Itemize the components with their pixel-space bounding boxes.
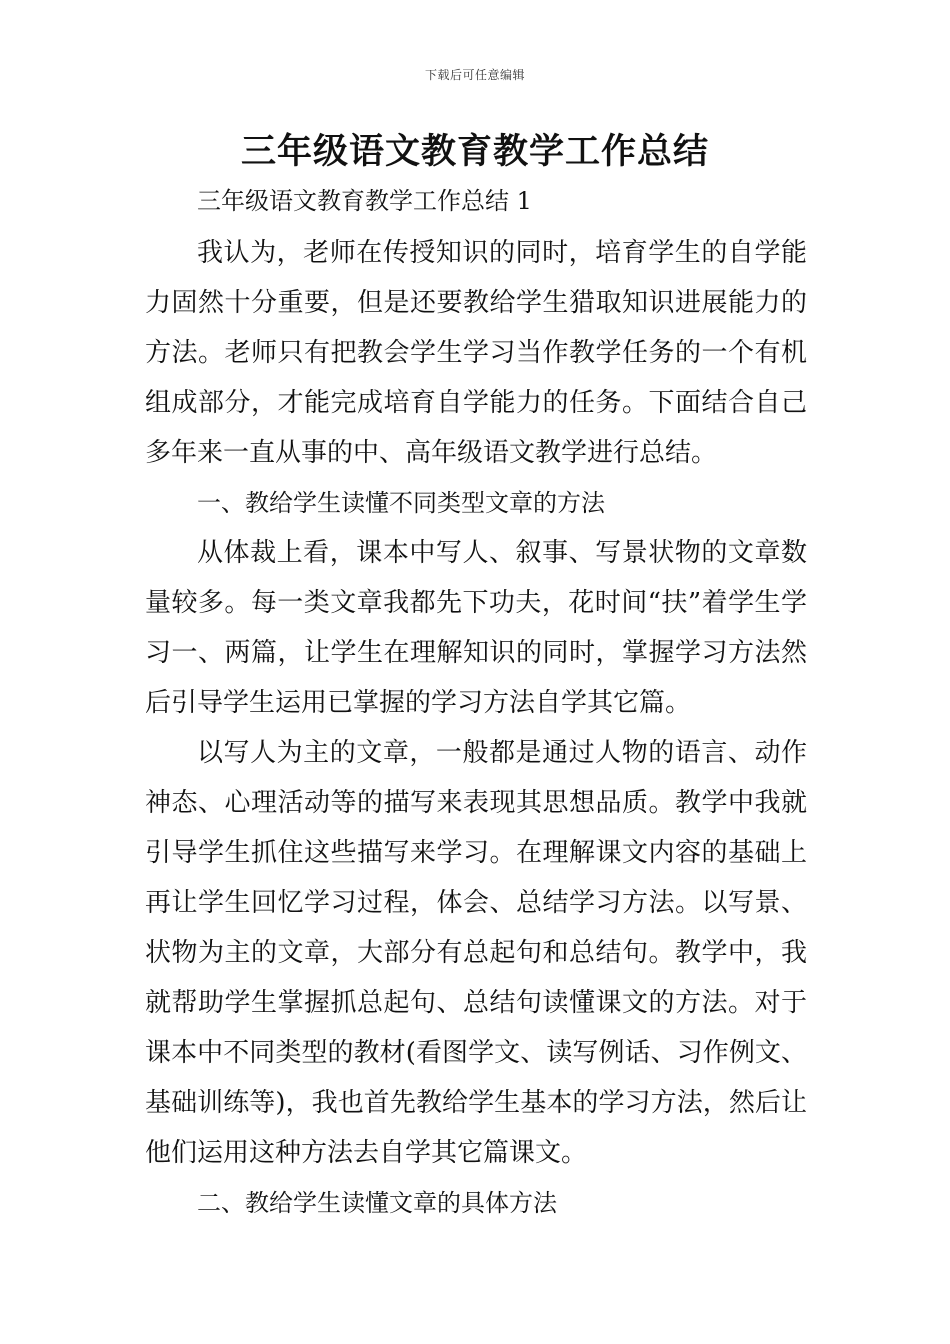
paragraph-method: 以写人为主的文章，一般都是通过人物的语言、动作神态、心理活动等的描写来表现其思想品质。教学中我就引导学生抓住这些描写来学习。在理解课文内容的基础上再让学生回忆学习过程，体会、总结学习方法。以写景、状物为主的文章，大部分有总起句和总结句。教学中，我就帮助学生掌握抓总起句、总结句读懂课文的方法。对于课本中不同类型的教材(看图学文、读写例话、习作例文、基础训练等)，我也首先教给学生基本的学习方法，然后让他们运用这种方法去自学其它篇课文。 — [145, 738, 807, 1168]
paragraph-genre: 从体裁上看，课本中写人、叙事、写景状物的文章数量较多。每一类文章我都先下功夫，花时间“扶”着学生学习一、两篇，让学生在理解知识的同时，掌握学习方法然后引导学生运用已掌握的学习方法自学其它篇。 — [145, 538, 807, 718]
document-title: 三年级语文教育教学工作总结 — [240, 131, 709, 172]
header-note: 下载后可任意编辑 — [424, 68, 525, 82]
paragraph-intro: 我认为，老师在传授知识的同时，培育学生的自学能力固然十分重要，但是还要教给学生猎取知识进展能力的方法。老师只有把教会学生学习当作教学任务的一个有机组成部分，才能完成培育自学能力的任务。下面结合自己多年来一直从事的中、高年级语文教学进行总结。 — [145, 238, 807, 468]
section-heading-1: 一、教给学生读懂不同类型文章的方法 — [197, 489, 605, 517]
section-heading-2: 二、教给学生读懂文章的具体方法 — [197, 1189, 557, 1217]
document-subtitle: 三年级语文教育教学工作总结 1 — [197, 187, 532, 215]
document-body — [145, 178, 807, 1228]
